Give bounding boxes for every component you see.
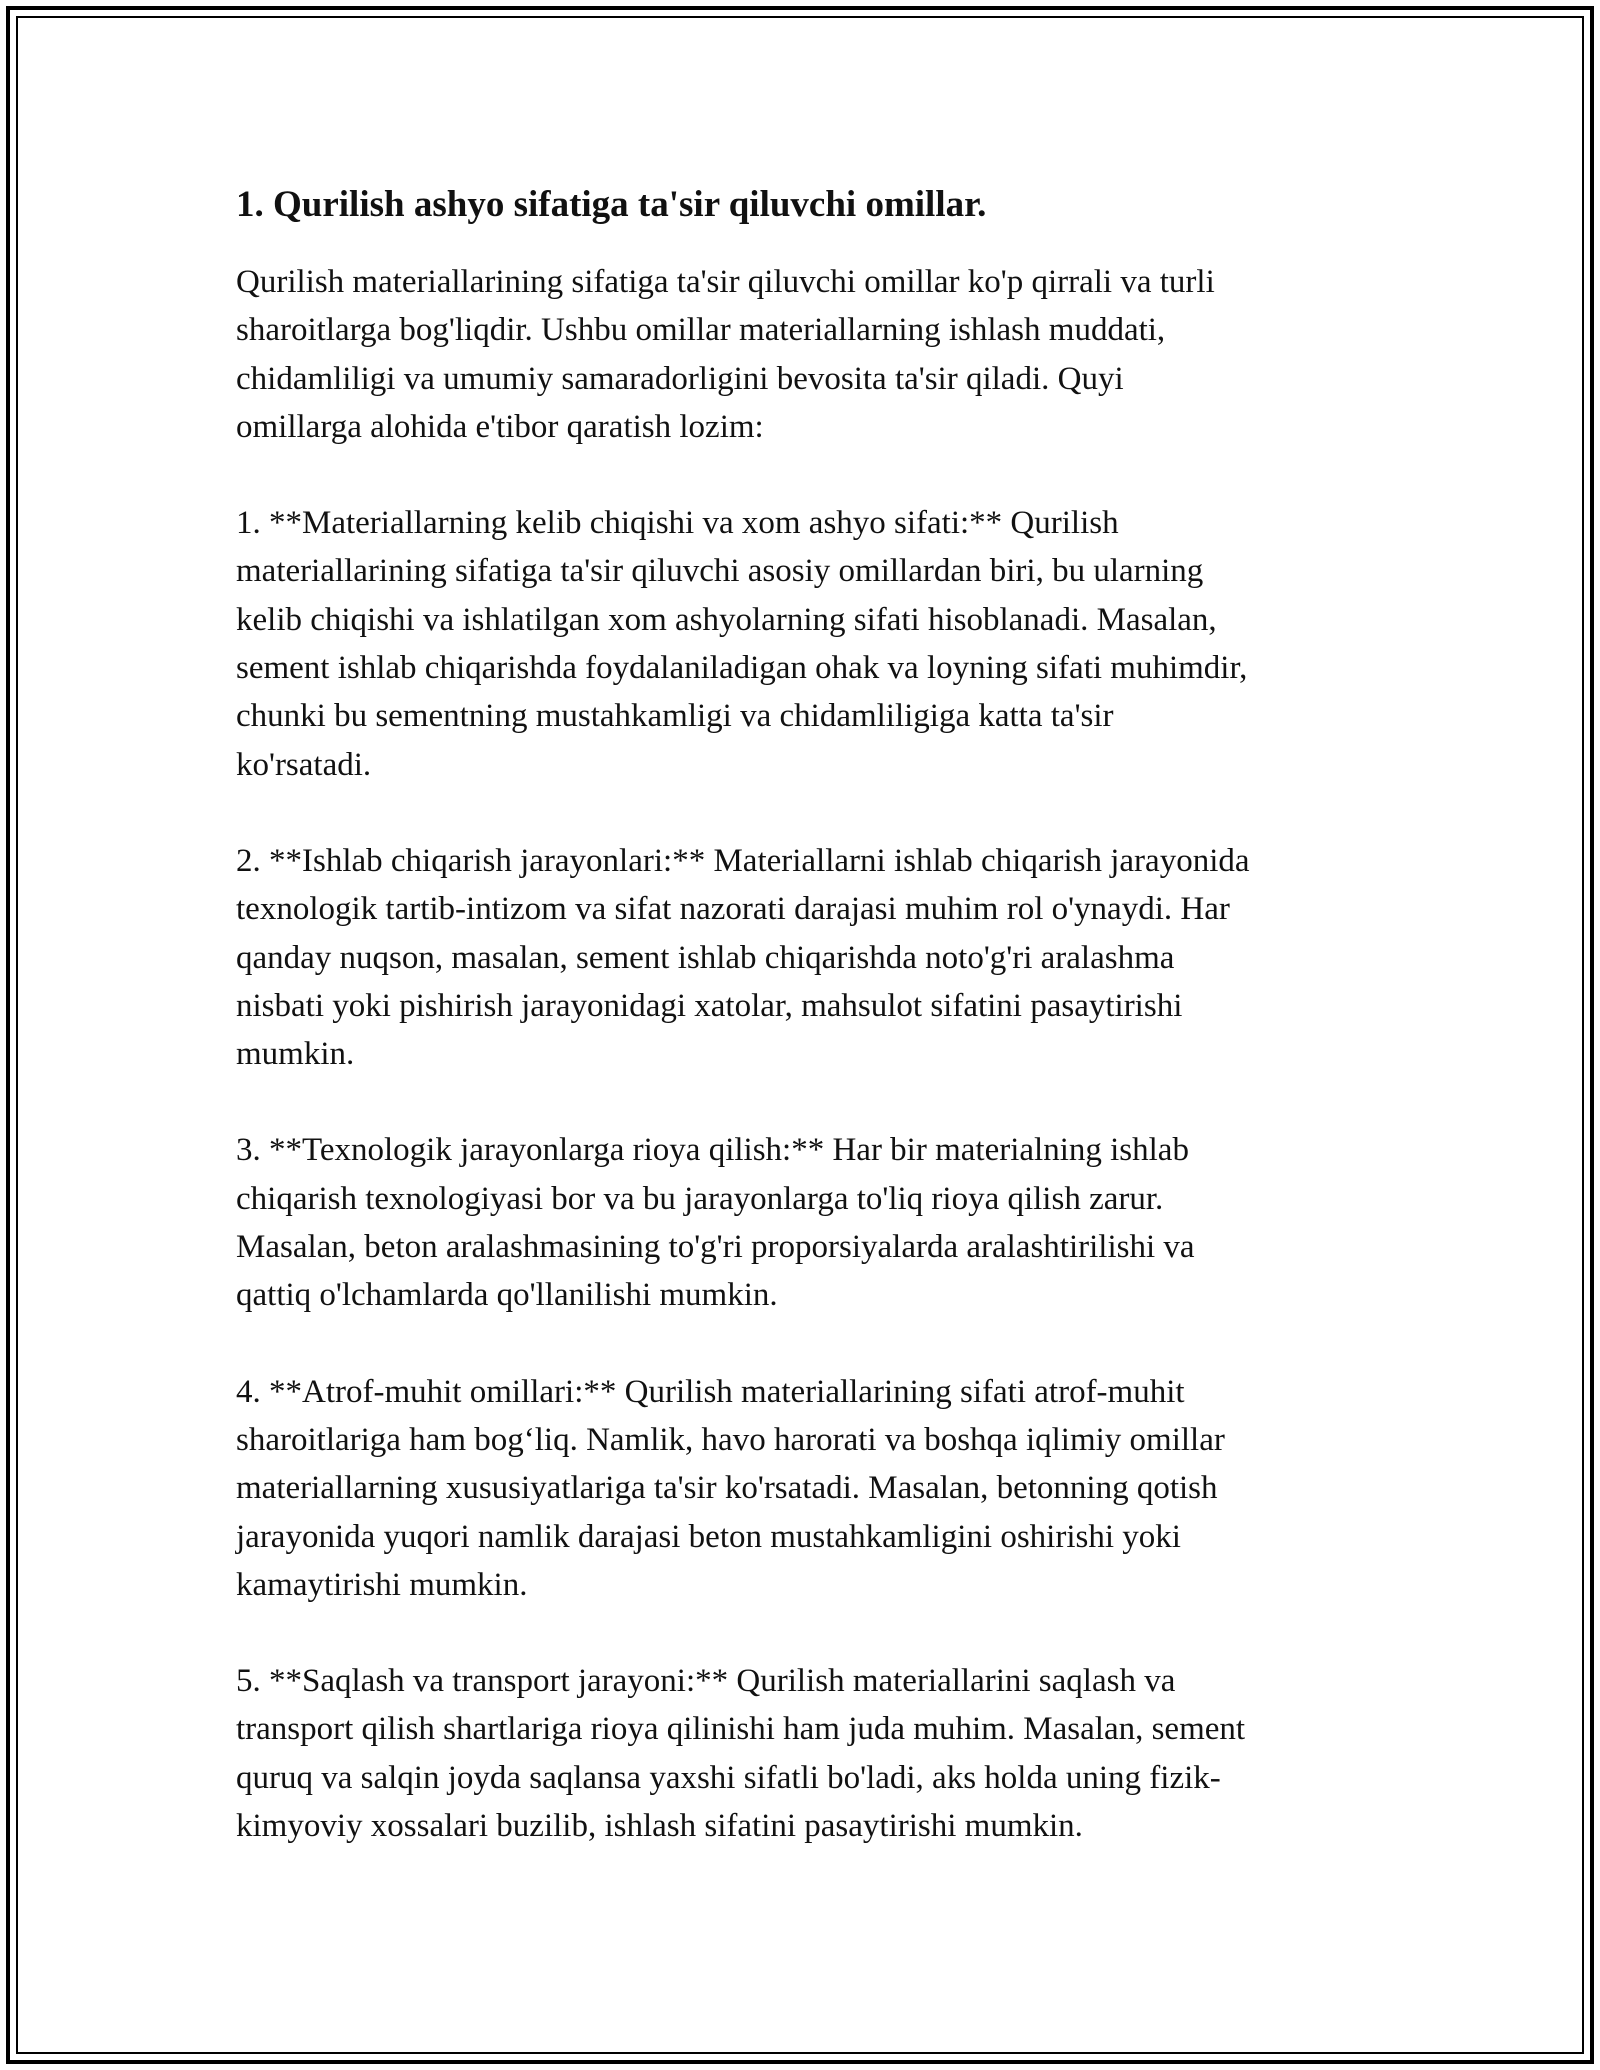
document-title: 1. Qurilish ashyo sifatiga ta'sir qiluvchi omillar. <box>236 184 987 225</box>
intro-paragraph: Qurilish materiallarining sifatiga ta'sir qiluvchi omillar ko'p qirrali va turli sharoitlarga bog'liqdir. Ushbu omillar materiallarning ishlash muddati, chidamliligi va umumiy samaradorligini bevosita ta'sir qiladi. Quyi omillarga alohida e'tibor qaratish lozim: <box>236 264 1215 445</box>
list-item: 3. **Texnologik jarayonlarga rioya qilish:** Har bir materialning ishlab chiqarish texnologiyasi bor va bu jarayonlarga to'liq rioya qilish zarur. Masalan, beton aralashmasining to'g'ri proporsiyalarda aralashtirilishi va qattiq o'lchamlarda qo'llanilishi mumkin. <box>236 1132 1195 1314</box>
document-page <box>236 182 1376 1898</box>
list-item: 2. **Ishlab chiqarish jarayonlari:** Materiallarni ishlab chiqarish jarayonida texnologik tartib-intizom va sifat nazorati darajasi muhim rol o'ynaydi. Har qanday nuqson, masalan, sement ishlab chiqarishda noto'g'ri aralashma nisbati yoki pishirish jarayonidagi xatolar, mahsulot sifatini pasaytirishi mumkin. <box>236 842 1250 1073</box>
list-item: 4. **Atrof-muhit omillari:** Qurilish materiallarining sifati atrof-muhit sharoitlariga ham bog‘liq. Namlik, havo harorati va boshqa iqlimiy omillar materiallarning xususiyatlariga ta'sir ko'rsatadi. Masalan, betonning qotish jarayonida yuqori namlik darajasi beton mustahkamligini oshirishi yoki kamaytirishi mumkin. <box>236 1373 1225 1603</box>
list-item: 1. **Materiallarning kelib chiqishi va xom ashyo sifati:** Qurilish materiallarining sifatiga ta'sir qiluvchi asosiy omillardan biri, bu ularning kelib chiqishi va ishlatilgan xom ashyolarning sifati hisoblanadi. Masalan, sement ishlab chiqarishda foydalaniladigan ohak va loyning sifati muhimdir, chunki bu sementning mustahkamligi va chidamliligiga katta ta'sir ko'rsatadi. <box>236 505 1248 783</box>
list-item: 5. **Saqlash va transport jarayoni:** Qurilish materiallarini saqlash va transport qilish shartlariga rioya qilinishi ham juda muhim. Masalan, sement quruq va salqin joyda saqlansa yaxshi sifatli bo'ladi, aks holda uning fizik- kimyoviy xossalari buzilib, ishlash sifatini pasaytirishi mumkin. <box>236 1663 1246 1845</box>
